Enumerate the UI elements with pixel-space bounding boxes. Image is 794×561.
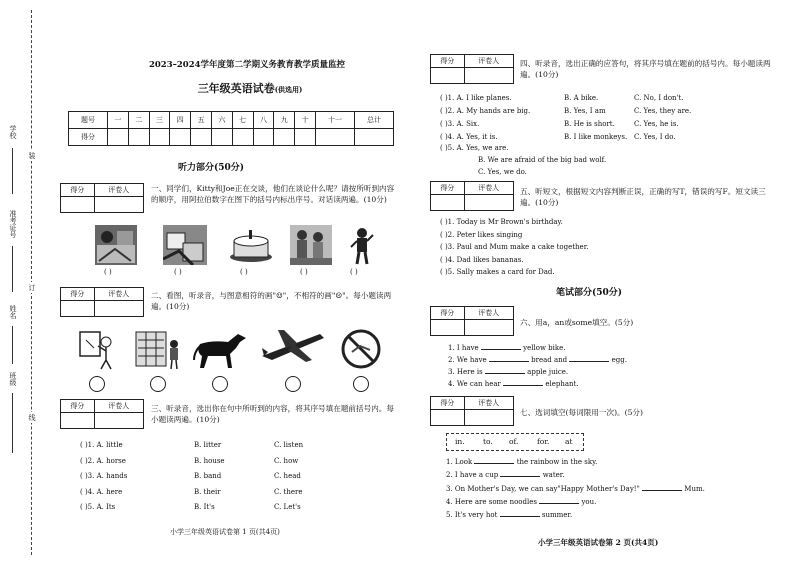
- q5-item-1: ( )1. Today is Mr Brown's birthday.: [440, 218, 563, 226]
- grader-label: 评卷人: [94, 184, 143, 197]
- binding-mark-ding: 订: [28, 284, 36, 291]
- ticket-label: 准考证号: [9, 210, 17, 238]
- q4-item-4-option-c: C. Yes, I do.: [634, 133, 676, 141]
- score-cell[interactable]: [431, 195, 465, 211]
- score-table-score-cell-6[interactable]: [211, 129, 232, 146]
- q5-item-2: ( )2. Peter likes singing: [440, 230, 523, 239]
- score-cell[interactable]: [61, 413, 95, 429]
- listening-section-title: 听力部分(50分): [178, 163, 245, 173]
- q6-item-4-pre: 4. We can hear: [448, 380, 501, 388]
- grader-cell[interactable]: [464, 320, 513, 336]
- boy-picture: [350, 227, 374, 265]
- q7-item-1-post: the rainbow in the sky.: [516, 458, 598, 466]
- q5-item-5: ( )5. Sally makes a card for Dad.: [440, 268, 555, 276]
- q3-item-5-question: ( )5. A. Its: [80, 503, 116, 511]
- q3-instruction: 三、听录音，选出你在句中所听到的内容，将其序号填在题前括号内。每小题读两遍。(10分): [151, 404, 394, 424]
- q6-blank-4[interactable]: [503, 385, 543, 386]
- q3-item-3-option-b: B. band: [194, 472, 222, 480]
- word-bank-in: in.: [455, 437, 465, 446]
- q5-item-3: ( )3. Paul and Mum make a cake together.: [440, 243, 589, 251]
- horse-picture: [192, 330, 250, 370]
- q6-item-1: [448, 344, 566, 352]
- score-table-question-2: 二: [128, 112, 149, 129]
- score-table-question-4: 四: [170, 112, 191, 129]
- q7-item-5-post: summer.: [541, 511, 573, 519]
- grader-label: 评卷人: [94, 400, 143, 413]
- q3-item-2-option-c: C. how: [274, 456, 299, 465]
- q7-score-box: [430, 396, 514, 426]
- score-table-question-11: 十一: [315, 112, 354, 129]
- score-cell[interactable]: [61, 301, 95, 317]
- binding-mark-xian: 线: [28, 414, 36, 421]
- q1-answer-paren-3[interactable]: ( ): [240, 268, 248, 276]
- score-cell[interactable]: [431, 410, 465, 426]
- q7-instruction: 七、选词填空(每词限用一次)。(5分): [520, 408, 643, 417]
- school-label: 学校: [9, 125, 17, 139]
- score-table-score-cell-10[interactable]: [295, 129, 316, 146]
- q6-item-4-post: elephant.: [545, 380, 579, 388]
- shop-picture: [134, 328, 182, 370]
- q4-item-5-option-b: B. We are afraid of the big bad wolf.: [478, 156, 607, 164]
- q4-item-2-option-b: B. Yes, I am: [564, 107, 606, 115]
- q6-item-2-post: egg.: [611, 356, 627, 364]
- cake-picture: [228, 227, 274, 263]
- score-table-score-cell-12[interactable]: [354, 129, 393, 146]
- q4-item-1-option-c: C. No, I don't.: [634, 94, 684, 102]
- q1-answer-paren-2[interactable]: ( ): [174, 268, 182, 276]
- q1-instruction: 一、同学们，Kitty和Joe正在交谈，他们在谈论什么呢？请按所听到内容的顺序，用阿拉伯数字在图下的括号内标出序号。对话读两遍。(10分): [151, 184, 395, 204]
- q7-item-5: [446, 511, 572, 519]
- score-label: 得分: [431, 397, 465, 410]
- q6-item-2: [448, 356, 627, 364]
- no-sign-picture: [340, 328, 382, 370]
- score-table-question-8: 八: [253, 112, 274, 129]
- score-table: [68, 111, 394, 146]
- q3-item-5-option-c: C. Let's: [274, 503, 301, 511]
- q4-instruction: 四、听录音，选出正确的应答句，将其序号填在题前的括号内。每小题读两遍。(10分): [520, 59, 771, 79]
- q6-item-2-mid: bread and: [531, 356, 568, 364]
- q6-item-4: [448, 380, 579, 388]
- q3-item-4-option-b: B. their: [194, 487, 221, 496]
- name-label: 姓名: [9, 305, 17, 319]
- q6-item-2-pre: 2. We have: [448, 356, 487, 364]
- q4-item-3-option-c: C. Yes, he is.: [634, 120, 679, 128]
- word-bank-to: to.: [483, 437, 493, 446]
- grader-label: 评卷人: [464, 307, 513, 320]
- q4-item-4-question: ( )4. A. Yes, it is.: [440, 133, 498, 141]
- score-table-score-cell-9[interactable]: [274, 129, 295, 146]
- q4-item-3-question: ( )3. A. Six.: [440, 120, 480, 128]
- q4-item-5-option-c: C. Yes, we do.: [478, 168, 527, 176]
- q3-item-2-question: ( )2. A. horse: [80, 456, 126, 465]
- q3-item-3-question: ( )3. A. hands: [80, 472, 128, 480]
- score-label: 得分: [431, 307, 465, 320]
- q4-item-3-option-b: B. He is short.: [564, 120, 615, 128]
- grader-label: 评卷人: [464, 55, 513, 68]
- q7-item-4: [446, 498, 596, 506]
- word-bank-box: [446, 433, 584, 451]
- class-label: 班级: [9, 372, 17, 386]
- playground-picture: [95, 225, 137, 265]
- score-table-question-7: 七: [232, 112, 253, 129]
- grader-cell[interactable]: [464, 410, 513, 426]
- score-table-score-cell-4[interactable]: [170, 129, 191, 146]
- score-table-score-cell-8[interactable]: [253, 129, 274, 146]
- q1-score-box: [60, 183, 144, 213]
- q4-item-2-question: ( )2. A. My hands are big.: [440, 107, 531, 115]
- q7-blank-2[interactable]: [500, 476, 540, 477]
- q2-answer-circle-3[interactable]: [212, 376, 228, 392]
- exam-header-title: 2023–2024学年度第二学期义务教育教学质量监控: [148, 60, 346, 70]
- q7-blank-5[interactable]: [500, 516, 540, 517]
- q1-answer-paren-4[interactable]: ( ): [300, 268, 308, 276]
- score-table-question-1: 一: [108, 112, 129, 129]
- q3-item-1-option-b: B. litter: [194, 441, 222, 449]
- grader-cell[interactable]: [94, 197, 143, 213]
- q2-instruction: 二、看图，听录音，与图意相符的画"☺"，不相符的画"☹"。每小题读两遍。(10分): [151, 291, 392, 311]
- q3-item-1-question: ( )1. A. little: [80, 441, 123, 449]
- q3-item-3-option-c: C. head: [274, 472, 301, 480]
- q3-item-4-question: ( )4. A. here: [80, 487, 123, 496]
- q5-instruction: 五、听短文，根据短文内容判断正误，正确的写T，错误的写F。短文读三遍。(10分): [520, 187, 766, 207]
- q7-item-4-pre: 4. Here are some noodles: [446, 498, 537, 506]
- grader-cell[interactable]: [94, 413, 143, 429]
- score-table-question-3: 三: [149, 112, 170, 129]
- q4-item-1-option-b: B. A bike.: [564, 94, 599, 102]
- q6-item-1-post: yellow bike.: [523, 344, 566, 352]
- q7-item-1: [446, 458, 597, 466]
- q2-score-box: [60, 287, 144, 317]
- q6-item-3: [448, 368, 568, 376]
- painting-picture: [76, 328, 118, 370]
- score-table-question-5: 五: [191, 112, 212, 129]
- score-label: 得分: [61, 184, 95, 197]
- q3-item-5-option-b: B. It's: [194, 503, 215, 511]
- q7-item-4-post: you.: [581, 498, 597, 506]
- q3-item-1-option-c: C. listen: [274, 441, 304, 449]
- q1-answer-paren-1[interactable]: ( ): [104, 268, 112, 276]
- score-table-header-label: 题号: [69, 112, 108, 129]
- q6-score-box: [430, 306, 514, 336]
- writing-section-title: 笔试部分(50分): [556, 288, 623, 298]
- score-table-question-12: 总计: [354, 112, 393, 129]
- q7-blank-3[interactable]: [642, 490, 682, 491]
- q6-instruction: 六、用a，an或some填空。(5分): [520, 318, 634, 327]
- q6-blank-2b[interactable]: [569, 361, 609, 362]
- q1-answer-paren-5[interactable]: ( ): [350, 268, 358, 276]
- q5-item-4: ( )4. Dad likes bananas.: [440, 255, 524, 264]
- word-bank-for: for.: [537, 437, 550, 446]
- q7-item-3: [446, 485, 705, 493]
- q7-item-3-pre: 3. On Mother's Day, we can say"Happy Mother's Day!": [446, 485, 640, 493]
- grader-cell[interactable]: [464, 68, 513, 84]
- q2-answer-circle-2[interactable]: [150, 376, 166, 392]
- score-cell[interactable]: [431, 320, 465, 336]
- q4-score-box: [430, 54, 514, 84]
- q6-blank-2a[interactable]: [489, 361, 529, 362]
- grader-cell[interactable]: [94, 301, 143, 317]
- school-field[interactable]: [12, 148, 13, 194]
- q3-item-2-option-b: B. house: [194, 456, 225, 465]
- q6-item-3-pre: 3. Here is: [448, 368, 483, 376]
- word-bank-at: at: [565, 437, 573, 446]
- grader-cell[interactable]: [464, 195, 513, 211]
- score-table-score-cell-7[interactable]: [232, 129, 253, 146]
- q6-item-3-post: apple juice.: [527, 368, 569, 376]
- q7-item-2-pre: 2. I have a cup: [446, 471, 499, 479]
- q6-blank-1[interactable]: [481, 349, 521, 350]
- q5-score-box: [430, 181, 514, 211]
- score-table-score-cell-1[interactable]: [108, 129, 129, 146]
- footer-left: 小学三年级英语试卷第 1 页(共4页): [170, 528, 280, 536]
- score-table-question-9: 九: [274, 112, 295, 129]
- exam-subtitle: [150, 80, 350, 96]
- score-cell[interactable]: [61, 197, 95, 213]
- q2-answer-circle-1[interactable]: [89, 376, 105, 392]
- exam-edition: (供选用): [274, 85, 303, 94]
- boxes-picture: [163, 225, 207, 265]
- score-label: 得分: [431, 55, 465, 68]
- q7-item-2-post: water.: [542, 471, 565, 479]
- score-label: 得分: [61, 400, 95, 413]
- q7-blank-1[interactable]: [474, 463, 514, 464]
- class-field[interactable]: [12, 393, 13, 453]
- score-label: 得分: [431, 182, 465, 195]
- score-cell[interactable]: [431, 68, 465, 84]
- q7-item-5-pre: 5. It's very hot: [446, 511, 498, 519]
- q7-item-2: [446, 471, 565, 479]
- binding-mark-zhuang: 装: [28, 152, 36, 159]
- footer-right: 小学三年级英语试卷第 2 页(共4页): [538, 538, 659, 547]
- q2-answer-circle-4[interactable]: [285, 376, 301, 392]
- q7-blank-4[interactable]: [539, 503, 579, 504]
- q3-item-4-option-c: C. there: [274, 487, 303, 496]
- score-label: 得分: [61, 288, 95, 301]
- score-table-score-cell-11[interactable]: [315, 129, 354, 146]
- q6-blank-3[interactable]: [485, 373, 525, 374]
- grader-label: 评卷人: [464, 397, 513, 410]
- name-field[interactable]: [12, 326, 13, 364]
- score-table-score-cell-2[interactable]: [128, 129, 149, 146]
- score-table-score-cell-3[interactable]: [149, 129, 170, 146]
- score-table-question-10: 十: [295, 112, 316, 129]
- q3-score-box: [60, 399, 144, 429]
- score-table-score-cell-5[interactable]: [191, 129, 212, 146]
- grader-label: 评卷人: [94, 288, 143, 301]
- ticket-field[interactable]: [12, 246, 13, 292]
- q4-item-2-option-c: C. Yes, they are.: [634, 107, 692, 115]
- q7-item-1-pre: 1. Look: [446, 458, 473, 466]
- q4-item-4-option-b: B. I like monkeys.: [564, 133, 628, 141]
- binding-margin: [0, 0, 48, 561]
- q4-item-5: ( )5. A. Yes, we are.: [440, 144, 509, 152]
- q6-item-1-pre: 1. I have: [448, 344, 479, 352]
- score-table-question-6: 六: [211, 112, 232, 129]
- grader-label: 评卷人: [464, 182, 513, 195]
- q2-answer-circle-5[interactable]: [353, 376, 369, 392]
- children-picture: [290, 225, 332, 265]
- plane-picture: [260, 326, 326, 368]
- q4-item-1-question: ( )1. A. I like planes.: [440, 94, 512, 102]
- q7-item-3-post: Mum.: [684, 485, 705, 493]
- score-table-score-label: 得分: [69, 129, 108, 146]
- word-bank-of: of.: [509, 437, 519, 446]
- exam-subtitle-text: 三年级英语试卷: [197, 82, 275, 95]
